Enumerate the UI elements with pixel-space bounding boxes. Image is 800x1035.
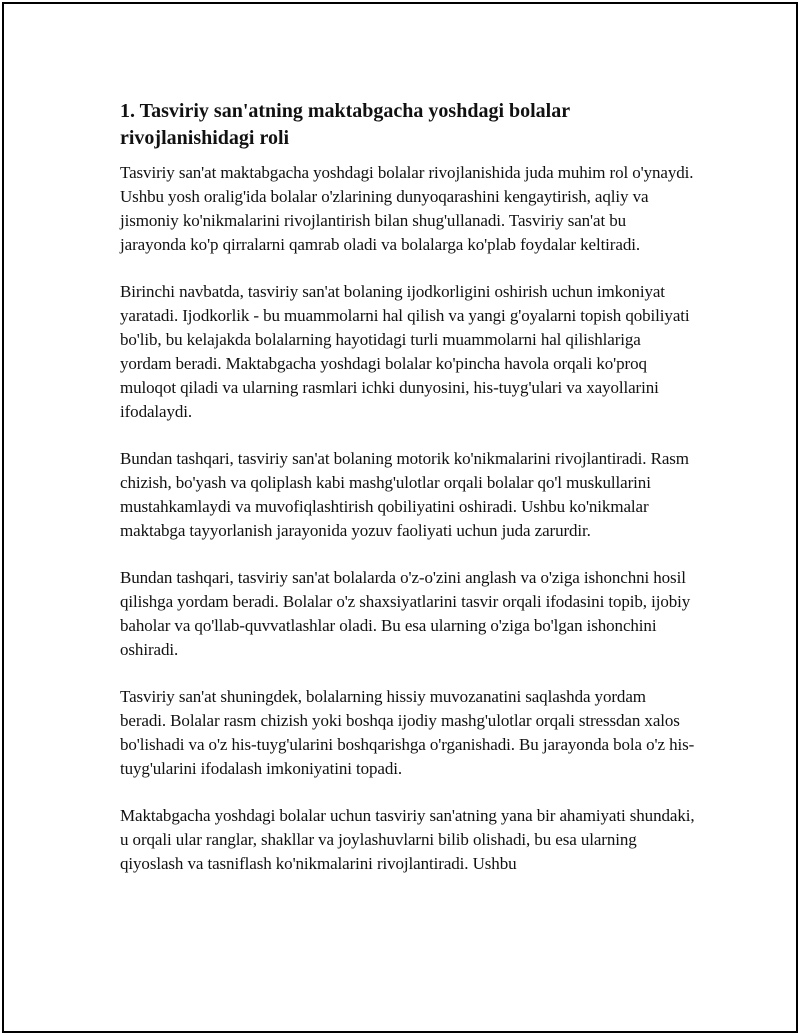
document-page <box>2 2 798 1033</box>
section-title: 1. Tasviriy san'atning maktabgacha yoshdagi bolalar rivojlanishidagi roli <box>120 100 570 149</box>
paragraph: Tasviriy san'at maktabgacha yoshdagi bolalar rivojlanishida juda muhim rol o'ynaydi. Ushbu yosh oralig'ida bolalar o'zlarining dunyoqarashini kengaytirish, aqliy va jismoniy ko'nikmalarini rivojlantirish bilan shug'ullanadi. Tasviriy san'at bu jarayonda ko'p qirralarni qamrab oladi va bolalarga ko'plab foydalar keltiradi. <box>120 163 694 254</box>
paragraph: Birinchi navbatda, tasviriy san'at bolaning ijodkorligini oshirish uchun imkoniyat yaratadi. Ijodkorlik - bu muammolarni hal qilish va yangi g'oyalarni topish qobiliyati bo'lib, bu kelajakda bolalarning hayotidagi turli muammolarni hal qilishlariga yordam beradi. Maktabgacha yoshdagi bolalar ko'pincha havola orqali ko'proq muloqot qiladi va ularning rasmlari ichki dunyosini, his-tuyg'ulari va xayollarini ifodalaydi. <box>120 282 690 421</box>
document-body <box>120 98 695 899</box>
paragraph: Bundan tashqari, tasviriy san'at bolaning motorik ko'nikmalarini rivojlantiradi. Rasm chizish, bo'yash va qoliplash kabi mashg'ulotlar orqali bolalar qo'l muskullarini mustahkamlaydi va muvofiqlashtirish qobiliyatini oshiradi. Ushbu ko'nikmalar maktabga tayyorlanish jarayonida yozuv faoliyati uchun juda zarurdir. <box>120 449 689 540</box>
paragraph: Bundan tashqari, tasviriy san'at bolalarda o'z-o'zini anglash va o'ziga ishonchni hosil qilishga yordam beradi. Bolalar o'z shaxsiyatlarini tasvir orqali ifodasini topib, ijobiy baholar va qo'llab-quvvatlashlar oladi. Bu esa ularning o'ziga bo'lgan ishonchini oshiradi. <box>120 568 691 659</box>
paragraph: Maktabgacha yoshdagi bolalar uchun tasviriy san'atning yana bir ahamiyati shundaki, u orqali ular ranglar, shakllar va joylashuvlarni bilib olishadi, bu esa ularning qiyoslash va tasniflash ko'nikmalarini rivojlantiradi. Ushbu <box>120 806 695 873</box>
paragraph: Tasviriy san'at shuningdek, bolalarning hissiy muvozanatini saqlashda yordam beradi. Bolalar rasm chizish yoki boshqa ijodiy mashg'ulotlar orqali stressdan xalos bo'lishadi va o'z his-tuyg'ularini boshqarishga o'rganishadi. Bu jarayonda bola o'z his-tuyg'ularini ifodalash imkoniyatini topadi. <box>120 687 695 778</box>
